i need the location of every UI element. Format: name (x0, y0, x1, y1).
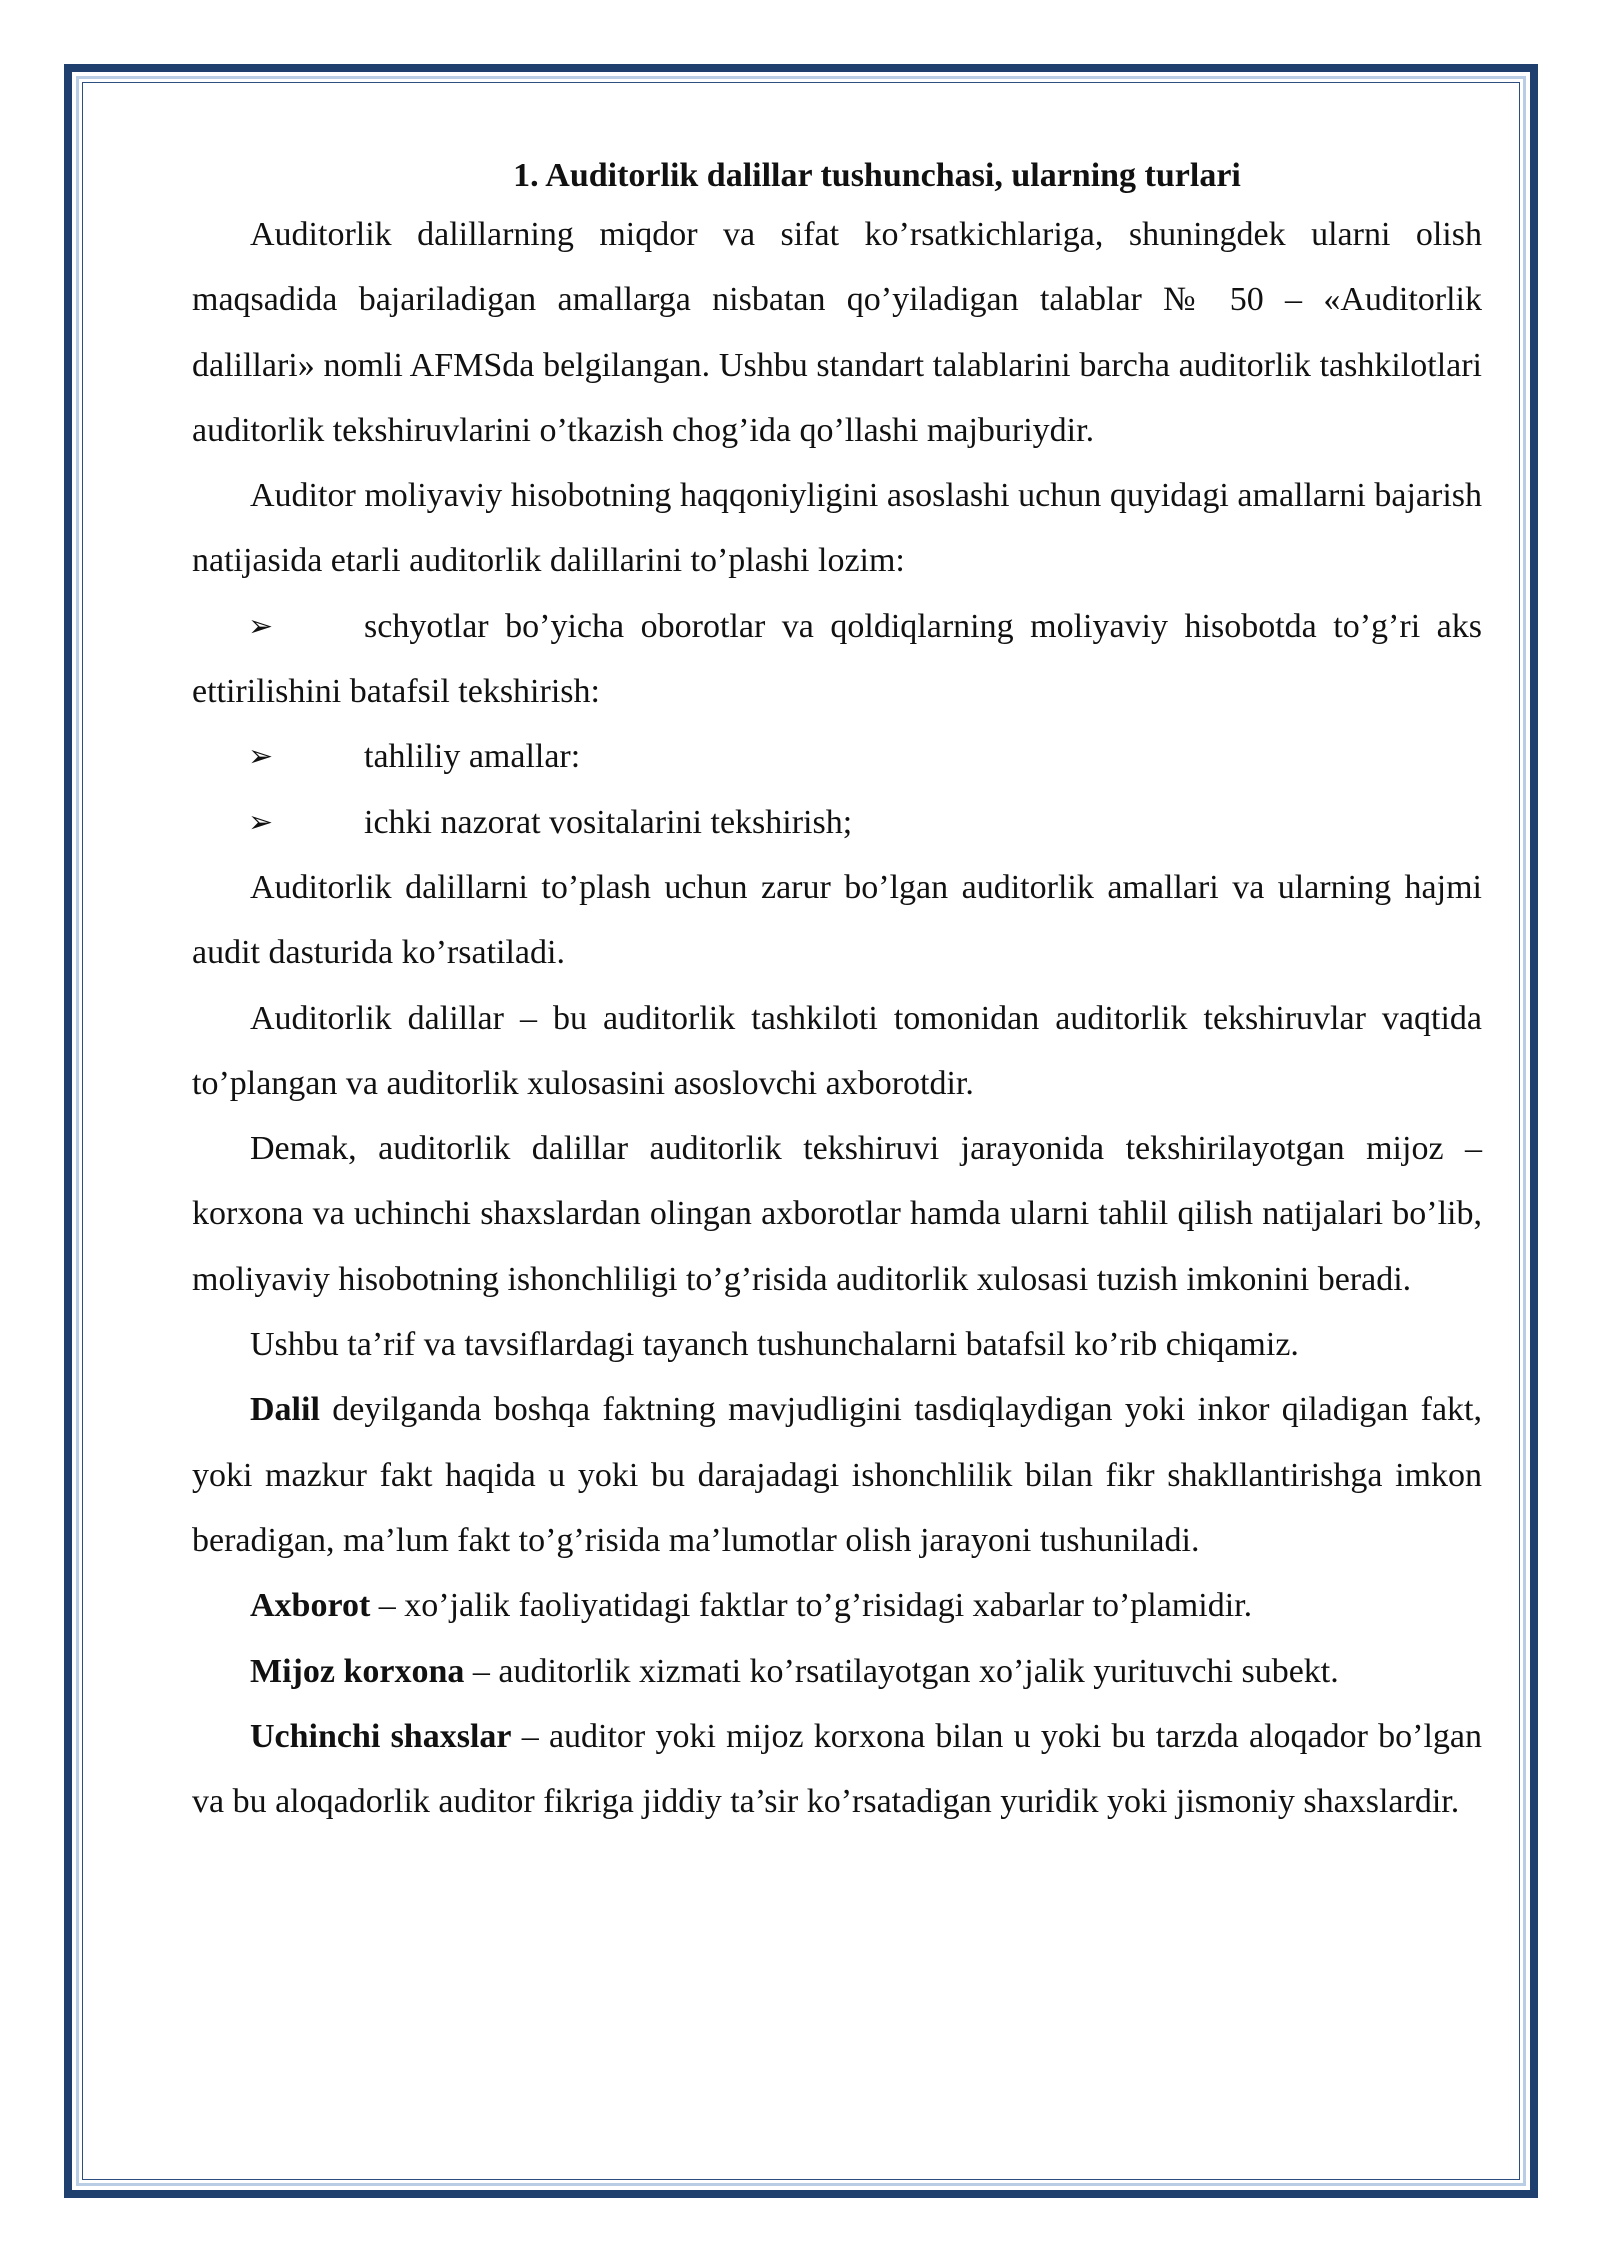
list-item (192, 724, 1482, 789)
definition-term: Axborot (250, 1587, 371, 1625)
definition-term: Dalil (250, 1391, 320, 1429)
definition-text: – auditor yoki mijoz korxona bilan u yoki bu tarzda aloqador bo’lgan va bu aloqadorlik auditor fikriga jiddiy ta’sir ko’rsatadigan yuridik yoki jismoniy shaxslardir. (192, 1717, 1483, 1821)
definition-axborot (192, 1573, 1482, 1638)
definition-mijoz-korxona (192, 1639, 1482, 1704)
list-item (192, 790, 1482, 855)
document-body (192, 150, 1482, 1834)
arrow-bullet-icon: ➢ (248, 739, 274, 775)
definition-dalil (192, 1377, 1482, 1573)
arrow-bullet-icon: ➢ (248, 804, 274, 840)
paragraph-audit-evidence-definition: Auditorlik dalillar – bu auditorlik tashkiloti tomonidan auditorlik tekshiruvlar vaqtida to’plangan va auditorlik xulosasini asoslovchi axborotdir. (192, 999, 1482, 1102)
definition-text: – auditorlik xizmati ko’rsatilayotgan xo’jalik yurituvchi subekt. (464, 1652, 1339, 1690)
definition-uchinchi-shaxslar (192, 1704, 1482, 1835)
section-title: 1. Auditorlik dalillar tushunchasi, ularning turlari (513, 157, 1241, 194)
list-item-text: schyotlar bo’yicha oborotlar va qoldiqlarning moliyaviy hisobotda to’g’ri aks ettirilishini batafsil tekshirish: (192, 607, 1482, 711)
arrow-bullet-icon: ➢ (248, 608, 274, 644)
list-item-text: tahliliy amallar: (364, 738, 581, 776)
paragraph-audit-program: Auditorlik dalillarni to’plash uchun zarur bo’lgan auditorlik amallari va ularning hajmi audit dasturida ko’rsatiladi. (192, 868, 1482, 972)
definition-term: Mijoz korxona (250, 1652, 465, 1690)
list-item (192, 594, 1482, 725)
definition-text: deyilganda boshqa faktning mavjudligini tasdiqlaydigan yoki inkor qiladigan fakt, yoki mazkur fakt haqida u yoki bu darajadagi ishonchlilik bilan fikr shakllantirishga imkon beradigan, ma’lum fakt to’g’risida ma’lumotlar olish jarayoni tushuniladi. (192, 1391, 1482, 1559)
definition-term: Uchinchi shaxslar (250, 1717, 512, 1755)
paragraph-auditor-tasks: Auditor moliyaviy hisobotning haqqoniyligini asoslashi uchun quyidagi amallarni bajarish natijasida etarli auditorlik dalillarini to’plashi lozim: (192, 477, 1482, 580)
paragraph-audit-evidence-summary: Demak, auditorlik dalillar auditorlik tekshiruvi jarayonida tekshirilayotgan mijoz – korxona va uchinchi shaxslardan olingan axborotlar hamda ularni tahlil qilish natijalari bo’lib, moliyaviy hisobotning ishonchliligi to’g’risida auditorlik xulosasi tuzish imkonini beradi. (192, 1130, 1482, 1298)
definition-text: – xo’jalik faoliyatidagi faktlar to’g’risidagi xabarlar to’plamidir. (370, 1587, 1253, 1625)
paragraph-standard-requirements: Auditorlik dalillarning miqdor va sifat ko’rsatkichlariga, shuningdek ularni olish maqsadida bajariladigan amallarga nisbatan qo’yiladigan talablar № 50 – «Auditorlik dalillari» nomli AFMSda belgilangan. Ushbu standart talablarini barcha auditorlik tashkilotlari auditorlik tekshiruvlarini o’tkazish chog’ida qo’llashi majburiydir. (192, 216, 1482, 449)
list-item-text: ichki nazorat vositalarini tekshirish; (364, 803, 853, 841)
paragraph-key-concepts-intro: Ushbu ta’rif va tavsiflardagi tayanch tushunchalarni batafsil ko’rib chiqamiz. (250, 1326, 1299, 1364)
